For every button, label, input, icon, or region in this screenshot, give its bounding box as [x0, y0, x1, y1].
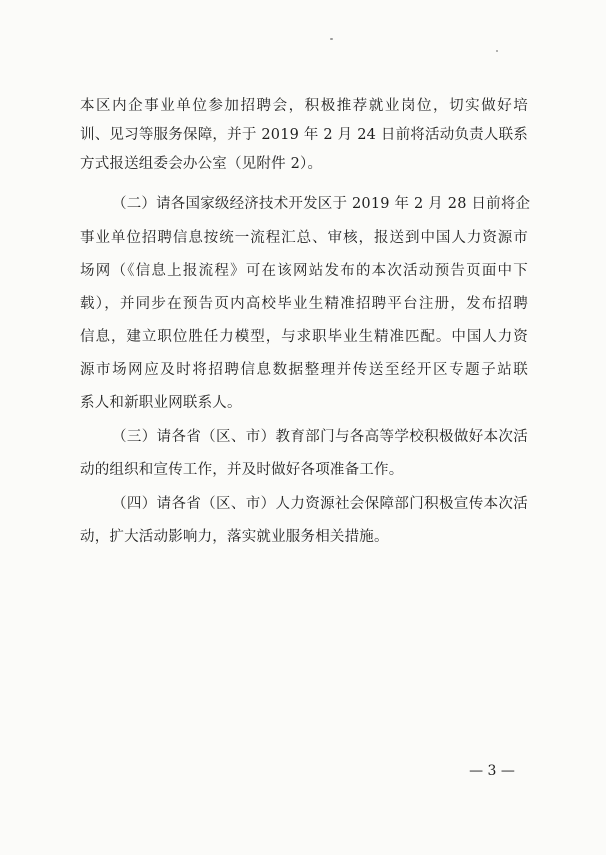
paragraph-2-line-7: 系人和新职业网联系人。 — [80, 395, 242, 411]
paragraph-3-line-1: （三）请各省（区、市）教育部门与各高等学校积极做好本次活 — [112, 429, 528, 445]
paragraph-2-line-6: 源市场网应及时将招聘信息数据整理并传送至经开区专题子站联 — [80, 362, 528, 378]
paragraph-2-line-3: 场网（《信息上报流程》可在该网站发布的本次活动预告页面中下 — [80, 263, 528, 279]
paragraph-4-line-2: 动，扩大活动影响力，落实就业服务相关措施。 — [80, 529, 389, 545]
page-number: — 3 — — [469, 763, 515, 779]
scan-speck — [330, 38, 333, 40]
body-line-1: 本区内企事业单位参加招聘会，积极推荐就业岗位，切实做好培 — [80, 98, 528, 114]
body-line-2: 训、见习等服务保障，并于 2019 年 2 月 24 日前将活动负责人联系 — [80, 127, 528, 143]
paragraph-2-line-4: 载），并同步在预告页内高校毕业生精准招聘平台注册，发布招聘 — [80, 296, 528, 312]
body-line-3: 方式报送组委会办公室（见附件 2）。 — [80, 156, 323, 172]
paragraph-3-line-2: 动的组织和宣传工作，并及时做好各项准备工作。 — [80, 462, 404, 478]
paragraph-2-line-5: 信息，建立职位胜任力模型，与求职毕业生精准匹配。中国人力资 — [80, 329, 528, 345]
paragraph-4-line-1: （四）请各省（区、市）人力资源社会保障部门积极宣传本次活 — [112, 496, 528, 512]
scan-speck — [496, 50, 498, 52]
paragraph-2-line-2: 事业单位招聘信息按统一流程汇总、审核，报送到中国人力资源市 — [80, 230, 528, 246]
paragraph-2-line-1: （二）请各国家级经济技术开发区于 2019 年 2 月 28 日前将企 — [112, 196, 531, 212]
